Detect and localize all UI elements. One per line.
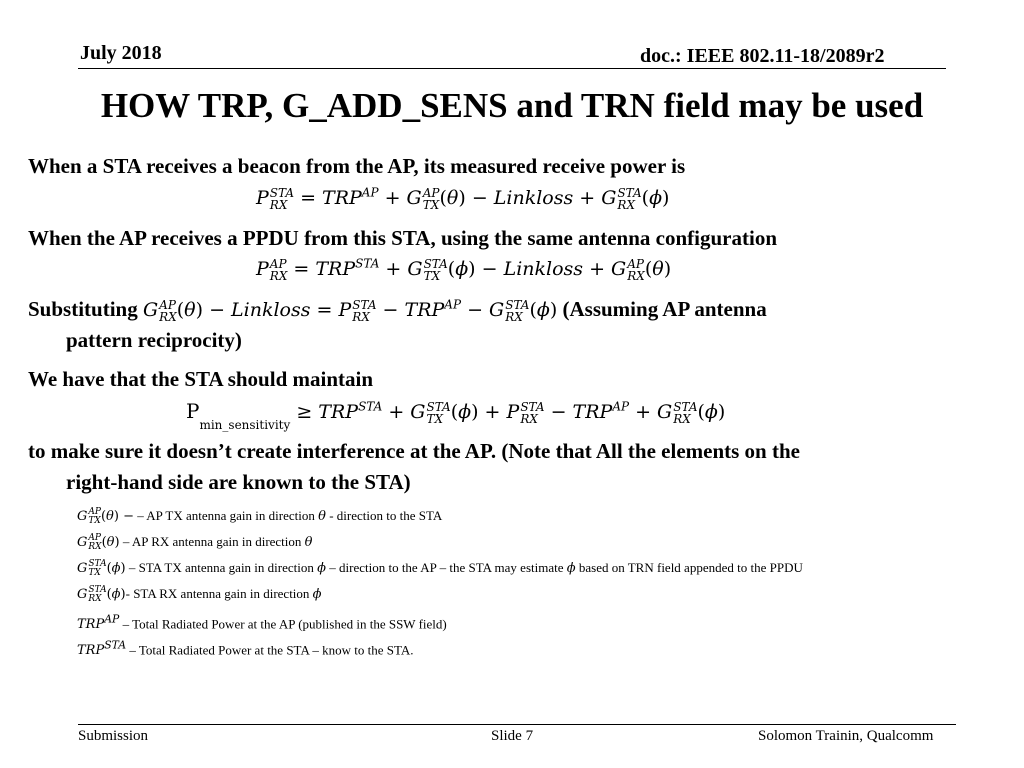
paragraph-interference: to make sure it doesn’t create interference at the AP. (Note that All the elements on the: [28, 439, 800, 463]
definition-g-tx-sta: G STA TX (ϕ) – STA TX antenna gain in direction ϕ – direction to the AP – the STA may estimate ϕ based on TRN field appended to the PPDU: [77, 558, 803, 578]
definition-trp-ap: $TRP^{AP}$ – Total Radiated Power at the AP (published in the SSW field): [77, 613, 447, 633]
footer-submission: Submission: [78, 728, 149, 744]
definition-trp-sta: $TRP^{STA}$ – Total Radiated Power at the STA – know to the STA.: [77, 639, 414, 659]
p-min-subscript: min_sensitivity: [199, 418, 291, 432]
equation-min-sensitivity: $P_{min\_sensitivity} \ge TRP^{STA} + G$ STA TX (ϕ) + P STA RX − $TRP^{AP} + G$ STA RX (ϕ): [186, 399, 726, 432]
paragraph-maintain: We have that the STA should maintain: [28, 367, 374, 391]
equation-substitution: G AP RX (θ) − Linkloss = P STA RX − $TRP^{AP} - G$ STA RX (ϕ): [142, 297, 558, 324]
paragraph-beacon: When a STA receives a beacon from the AP, its measured receive power is: [28, 154, 686, 178]
substituting-label: Substituting: [28, 297, 138, 321]
footer-author: Solomon Trainin, Qualcomm: [758, 728, 934, 744]
footer-slide-number: Slide 7: [491, 728, 534, 744]
p-min-label: P: [186, 399, 200, 423]
paragraph-ppdu: When the AP receives a PPDU from this STA, using the same antenna configuration: [28, 226, 777, 250]
paragraph-substituting: [28, 294, 767, 325]
footer-rule: [78, 724, 956, 725]
definition-g-tx-ap: G AP TX (θ) − – AP TX antenna gain in direction θ - direction to the STA: [77, 506, 443, 526]
definition-g-rx-sta: G STA RX (ϕ)- STA RX antenna gain in direction ϕ: [77, 584, 322, 604]
reciprocity-note: (Assuming AP antenna: [562, 297, 767, 321]
header-rule: [78, 68, 946, 69]
equation-ap-rx-power: P AP RX = $TRP^{STA} + G$ STA TX (ϕ) − Linkloss + G AP RX (θ): [256, 256, 672, 283]
header-doc-id: doc.: IEEE 802.11-18/2089r2: [640, 45, 885, 67]
paragraph-substituting-line2: pattern reciprocity): [66, 328, 242, 352]
equation-sta-rx-power: P STA RX = $TRP^{AP} + G$ AP TX (θ) − Linkloss + G STA RX (ϕ): [256, 185, 670, 212]
definition-g-rx-ap: G AP RX (θ) – AP RX antenna gain in direction θ: [77, 532, 313, 552]
paragraph-interference-line2: right-hand side are known to the STA): [66, 470, 411, 494]
page-title: HOW TRP, G_ADD_SENS and TRN field may be used: [100, 86, 924, 125]
header-date: July 2018: [80, 42, 162, 64]
